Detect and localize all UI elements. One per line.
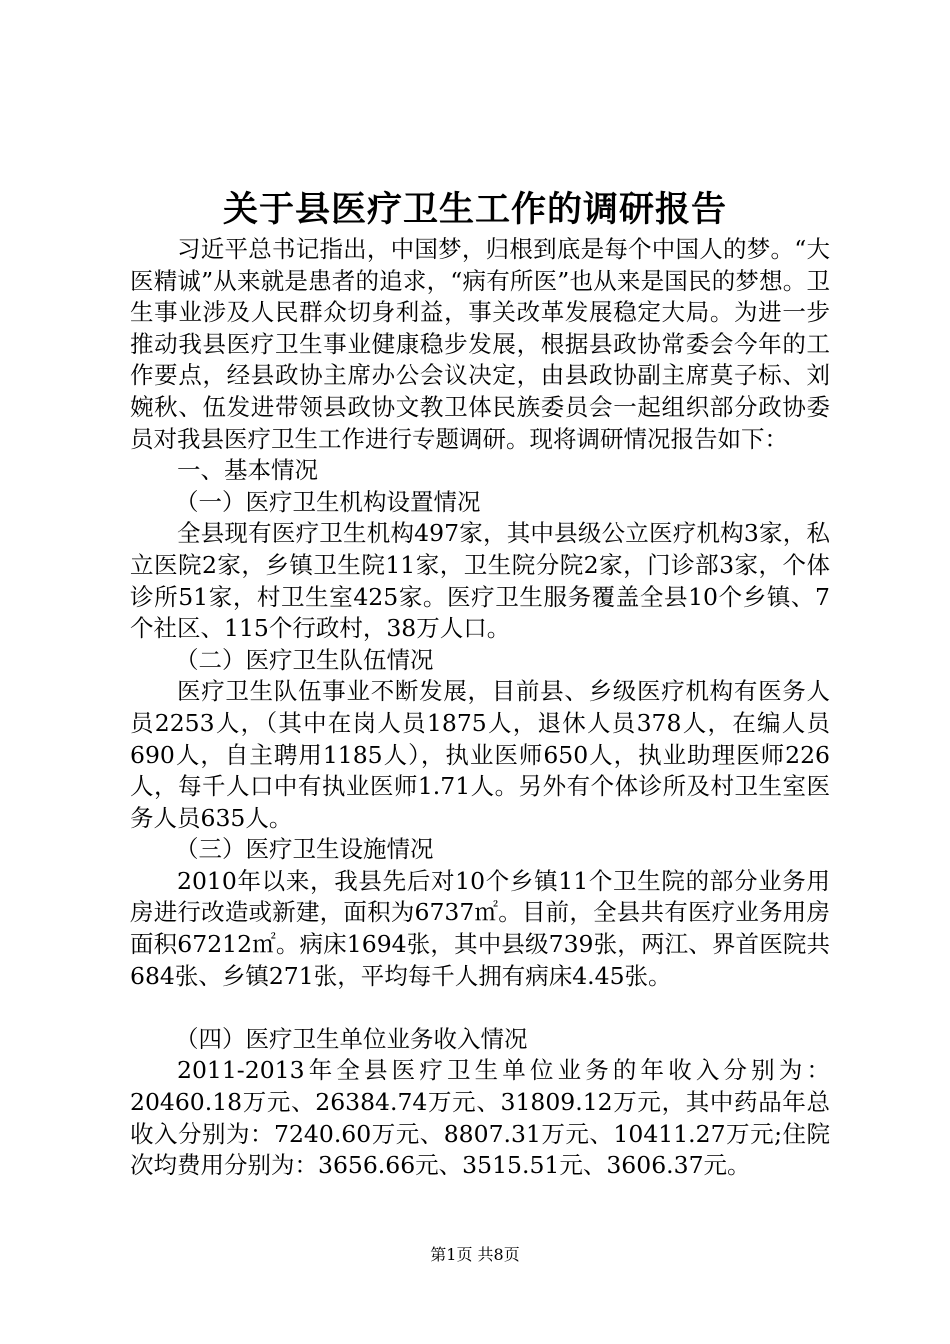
paragraph-institutions: 全县现有医疗卫生机构497家，其中县级公立医疗机构3家，私立医院2家，乡镇卫生院11家，卫生院分院2家，门诊部3家，个体诊所51家，村卫生室425家。医疗卫生服务覆盖全县10个乡镇、7个社区、115个行政村，38万人口。 xyxy=(130,519,830,643)
subsection-heading-institutions: （一）医疗卫生机构设置情况 xyxy=(175,487,481,516)
paragraph-spacer xyxy=(130,992,830,1024)
paragraph-facilities: 2010年以来，我县先后对10个乡镇11个卫生院的部分业务用房进行改造或新建，面积为6737㎡。目前，全县共有医疗业务用房面积67212㎡。病床1694张，其中县级739张，两江、界首医院共684张、乡镇271张，平均每千人拥有病床4.45张。 xyxy=(130,866,830,990)
subsection-heading-revenue: （四）医疗卫生单位业务收入情况 xyxy=(175,1024,528,1053)
document-title: 关于县医疗卫生工作的调研报告 xyxy=(222,189,727,230)
intro-paragraph: 习近平总书记指出，中国梦，归根到底是每个中国人的梦。“大医精诚”从来就是患者的追求，“病有所医”也从来是国民的梦想。卫生事业涉及人民群众切身利益，事关改革发展稳定大局。为进一步推动我县医疗卫生事业健康稳步发展，根据县政协常委会今年的工作要点，经县政协主席办公会议决定，由县政协副主席莫子标、刘婉秋、伍发进带领县政协文教卫体民族委员会一起组织部分政协委员对我县医疗卫生工作进行专题调研。现将调研情况报告如下： xyxy=(130,235,830,453)
page-number-footer: 第1页 共8页 xyxy=(430,1245,520,1264)
paragraph-staff: 医疗卫生队伍事业不断发展，目前县、乡级医疗机构有医务人员2253人，（其中在岗人员1875人，退休人员378人，在编人员690人，自主聘用1185人），执业医师650人，执业助理医师226人，每千人口中有执业医师1.71人。另外有个体诊所及村卫生室医务人员635人。 xyxy=(130,677,830,832)
document-body xyxy=(130,234,830,1182)
section-heading-basic: 一、基本情况 xyxy=(177,456,318,485)
subsection-heading-staff: （二）医疗卫生队伍情况 xyxy=(175,645,434,674)
subsection-heading-facilities: （三）医疗卫生设施情况 xyxy=(175,835,434,864)
paragraph-revenue: 2011-2013年全县医疗卫生单位业务的年收入分别为：20460.18万元、26384.74万元、31809.12万元，其中药品年总收入分别为：7240.60万元、8807.31万元、10411.27万元;住院次均费用分别为：3656.66元、3515.51元、3606.37元。 xyxy=(130,1056,830,1180)
